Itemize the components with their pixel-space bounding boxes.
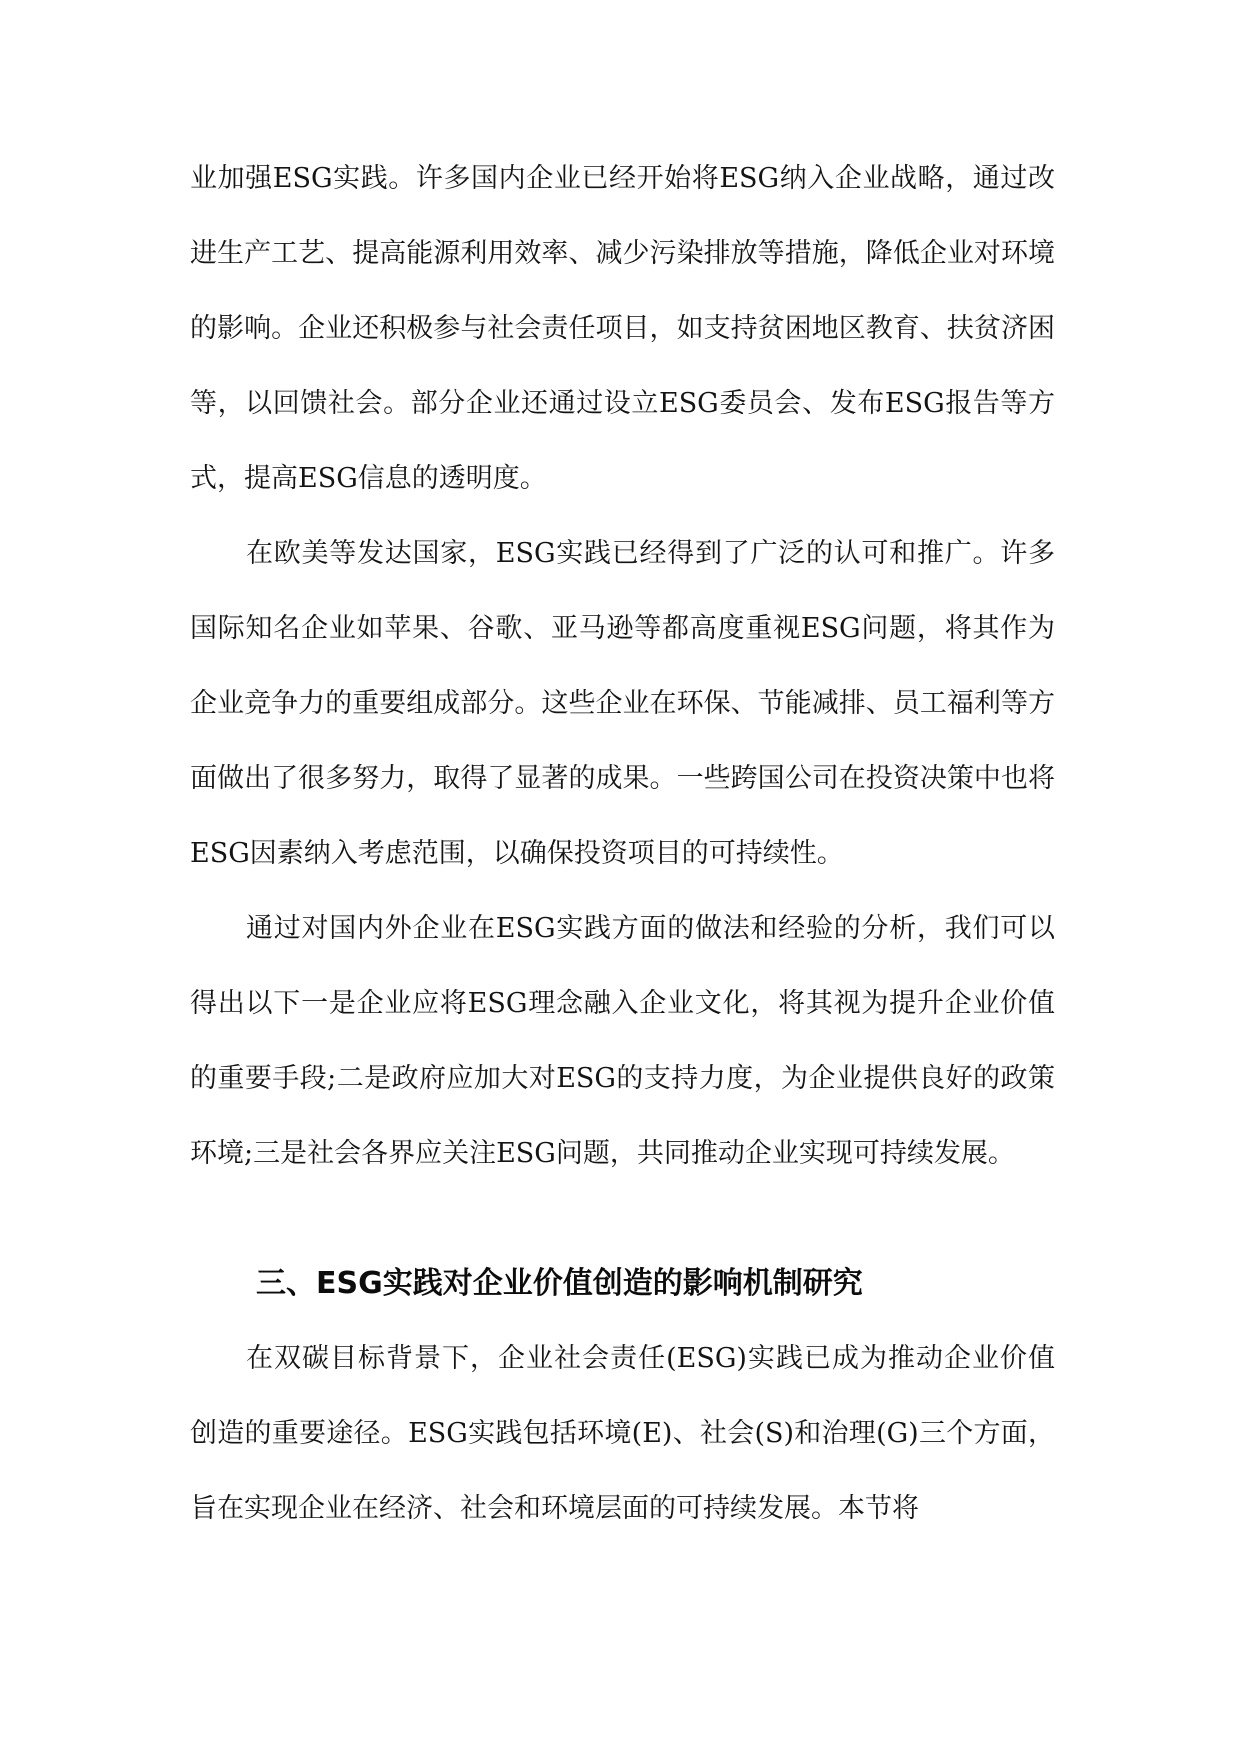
paragraph: 在欧美等发达国家，ESG实践已经得到了广泛的认可和推广。许多国际知名企业如苹果、谷歌、亚马逊等都高度重视ESG问题，将其作为企业竞争力的重要组成部分。这些企业在环保、节能减排、员工福利等方面做出了很多努力，取得了显著的成果。一些跨国公司在投资决策中也将ESG因素纳入考虑范围，以确保投资项目的可持续性。 bbox=[190, 538, 1055, 869]
document-body bbox=[190, 141, 1055, 1546]
paragraph: 通过对国内外企业在ESG实践方面的做法和经验的分析，我们可以得出以下一是企业应将ESG理念融入企业文化，将其视为提升企业价值的重要手段;二是政府应加大对ESG的支持力度，为企业提供良好的政策环境;三是社会各界应关注ESG问题，共同推动企业实现可持续发展。 bbox=[190, 913, 1055, 1169]
paragraph: 业加强ESG实践。许多国内企业已经开始将ESG纳入企业战略，通过改进生产工艺、提高能源利用效率、减少污染排放等措施，降低企业对环境的影响。企业还积极参与社会责任项目，如支持贫困地区教育、扶贫济困等，以回馈社会。部分企业还通过设立ESG委员会、发布ESG报告等方式，提高ESG信息的透明度。 bbox=[190, 163, 1055, 494]
section-heading: 三、ESG实践对企业价值创造的影响机制研究 bbox=[256, 1266, 863, 1301]
paragraph: 在双碳目标背景下，企业社会责任(ESG)实践已成为推动企业价值创造的重要途径。ESG实践包括环境(E)、社会(S)和治理(G)三个方面，旨在实现企业在经济、社会和环境层面的可持续发展。本节将 bbox=[190, 1343, 1055, 1524]
